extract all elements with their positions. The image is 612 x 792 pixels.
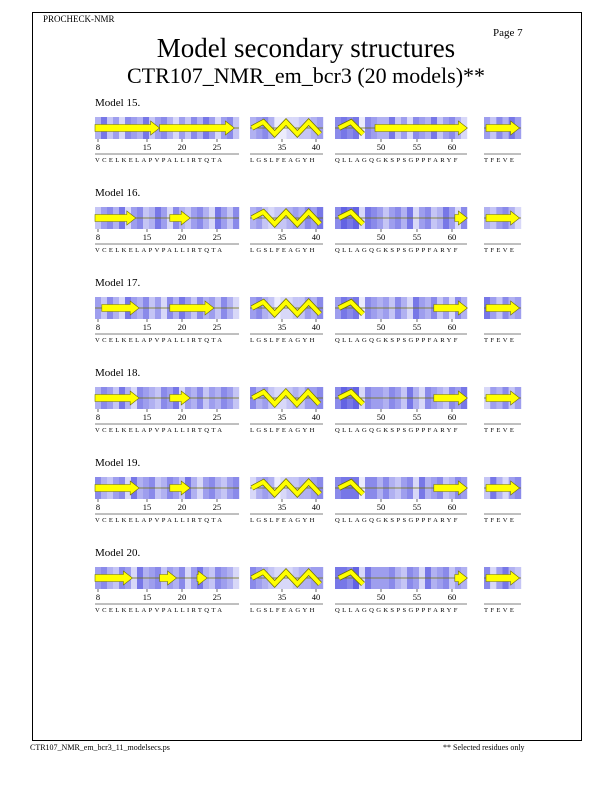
sequence-text: QLLAGQGKSPSGPPFARYF [335,517,460,524]
residue-number: 55 [412,322,422,332]
residue-number: 60 [447,592,457,602]
residue-number: 20 [177,322,187,332]
residue-number: 15 [142,232,152,242]
residue-number: 50 [376,232,386,242]
sequence-text: VCELKELAPVPALLIRTQTA [95,247,225,254]
sequence-text: LGSLFEAGYH [250,607,317,614]
residue-number: 55 [412,502,422,512]
residue-number: 8 [95,502,101,512]
sequence-text: TFEVE [484,247,517,254]
sequence-text: VCELKELAPVPALLIRTQTA [95,157,225,164]
residue-number: 60 [447,142,457,152]
residue-number: 55 [412,592,422,602]
page-number: Page 7 [493,27,523,39]
residue-number: 8 [95,592,101,602]
residue-number: 25 [212,412,222,422]
residue-number: 25 [212,322,222,332]
sequence-text: LGSLFEAGYH [250,517,317,524]
residue-number: 55 [412,412,422,422]
sequence-text: TFEVE [484,337,517,344]
residue-number: 35 [277,502,287,512]
residue-number: 40 [311,322,321,332]
residue-number: 60 [447,232,457,242]
model-label: Model 20. [95,547,141,559]
sequence-text: VCELKELAPVPALLIRTQTA [95,517,225,524]
residue-number: 35 [277,412,287,422]
footer-filename: CTR107_NMR_em_bcr3_11_modelsecs.ps [30,743,170,752]
sequence-text: QLLAGQGKSPSGPPFARYF [335,337,460,344]
sequence-text: LGSLFEAGYH [250,247,317,254]
residue-number: 20 [177,142,187,152]
sequence-text: TFEVE [484,157,517,164]
residue-number: 15 [142,412,152,422]
residue-number: 8 [95,232,101,242]
sequence-text: TFEVE [484,517,517,524]
residue-number: 20 [177,412,187,422]
sequence-text: LGSLFEAGYH [250,157,317,164]
sequence-text: QLLAGQGKSPSGPPFARYF [335,607,460,614]
residue-number: 8 [95,412,101,422]
footer-note: ** Selected residues only [443,743,525,752]
residue-number: 20 [177,232,187,242]
model-label: Model 16. [95,187,141,199]
residue-number: 15 [142,322,152,332]
residue-number: 15 [142,502,152,512]
model-label: Model 18. [95,367,141,379]
model-label: Model 15. [95,97,141,109]
program-name: PROCHECK-NMR [43,14,115,24]
residue-number: 50 [376,142,386,152]
residue-number: 55 [412,232,422,242]
model-label: Model 19. [95,457,141,469]
residue-number: 8 [95,322,101,332]
residue-number: 60 [447,412,457,422]
sequence-text: VCELKELAPVPALLIRTQTA [95,427,225,434]
residue-number: 25 [212,592,222,602]
residue-number: 50 [376,502,386,512]
residue-number: 35 [277,322,287,332]
residue-number: 35 [277,232,287,242]
residue-number: 15 [142,592,152,602]
residue-number: 40 [311,232,321,242]
residue-number: 15 [142,142,152,152]
sequence-text: TFEVE [484,427,517,434]
sequence-text: QLLAGQGKSPSGPPFARYF [335,427,460,434]
residue-number: 50 [376,412,386,422]
page-title: Model secondary structures [156,33,456,63]
model-label: Model 17. [95,277,141,289]
sequence-text: QLLAGQGKSPSGPPFARYF [335,157,460,164]
residue-number: 50 [376,592,386,602]
residue-number: 25 [212,502,222,512]
residue-number: 35 [277,592,287,602]
residue-number: 20 [177,592,187,602]
page-subtitle: CTR107_NMR_em_bcr3 (20 models)** [126,63,486,88]
sequence-text: LGSLFEAGYH [250,337,317,344]
residue-number: 55 [412,142,422,152]
residue-number: 8 [95,142,101,152]
sequence-text: TFEVE [484,607,517,614]
residue-number: 20 [177,502,187,512]
residue-number: 40 [311,592,321,602]
sequence-text: VCELKELAPVPALLIRTQTA [95,337,225,344]
residue-number: 40 [311,142,321,152]
sequence-text: LGSLFEAGYH [250,427,317,434]
residue-number: 40 [311,502,321,512]
residue-number: 50 [376,322,386,332]
residue-number: 35 [277,142,287,152]
residue-number: 60 [447,322,457,332]
residue-number: 40 [311,412,321,422]
sequence-text: VCELKELAPVPALLIRTQTA [95,607,225,614]
residue-number: 60 [447,502,457,512]
residue-number: 25 [212,142,222,152]
sequence-text: QLLAGQGKSPSGPPFARYF [335,247,460,254]
residue-number: 25 [212,232,222,242]
